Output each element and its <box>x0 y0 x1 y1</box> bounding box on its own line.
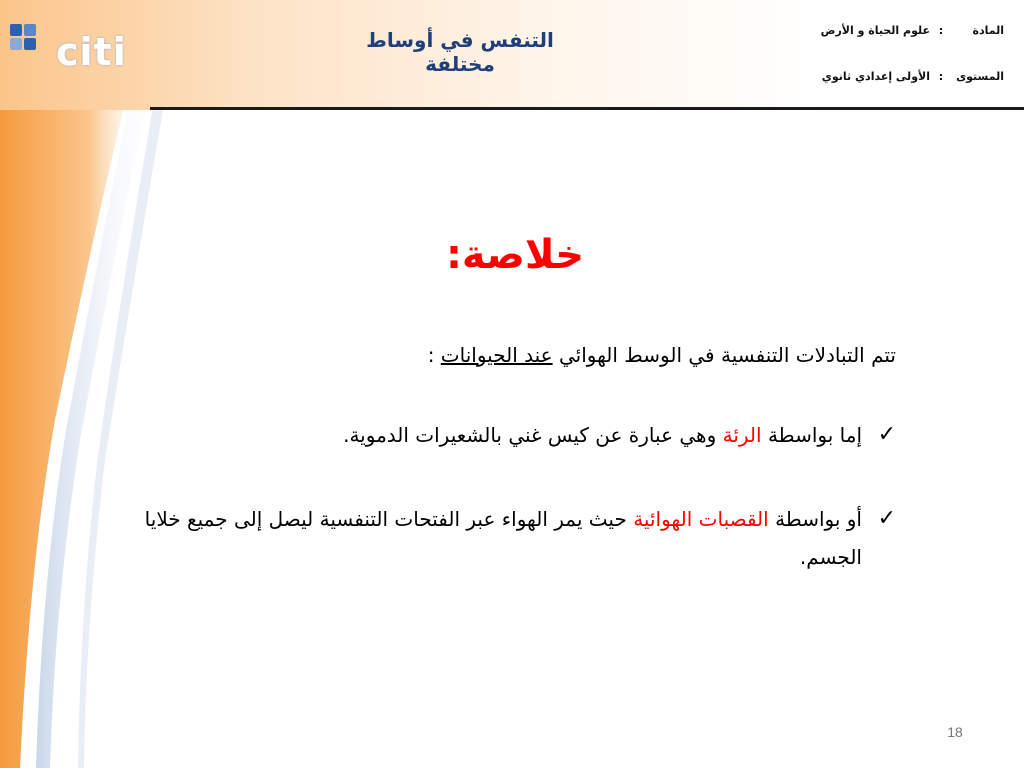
intro-underlined: عند الحيوانات <box>440 343 553 367</box>
bullet-lung <box>116 416 896 454</box>
intro-sentence <box>116 336 896 374</box>
bullet-text-before: أو بواسطة <box>775 507 862 531</box>
meta-key: المادة <box>972 23 1004 37</box>
meta-row-subject <box>764 22 1004 38</box>
bullet-text-after: حيث يمر الهواء عبر الفتحات التنفسية ليصل إلى جميع خلايا الجسم. <box>144 507 862 569</box>
slide-title: التنفس في أوساط مختلفة <box>366 28 554 76</box>
meta-colon: : <box>938 23 944 37</box>
bullet-highlight: القصبات الهوائية <box>633 507 769 531</box>
meta-key: المستوى <box>956 69 1004 83</box>
logo-text: citi <box>56 30 127 74</box>
logo-squares-icon <box>6 18 50 62</box>
intro-colon: : <box>427 343 435 367</box>
bullet-highlight: الرئة <box>722 423 762 447</box>
citi-logo <box>6 18 127 74</box>
page-number: 18 <box>947 724 963 740</box>
left-decoration <box>0 0 200 768</box>
course-meta <box>764 22 1004 114</box>
orange-swoosh-graphic <box>0 0 200 768</box>
checkmark-icon: ✓ <box>877 422 896 447</box>
summary-heading: خلاصة: <box>445 232 585 278</box>
bullet-trachea <box>116 500 896 576</box>
meta-value: الأولى إعدادي ثانوي <box>821 69 930 83</box>
meta-value: علوم الحياة و الأرض <box>820 23 930 37</box>
intro-text: تتم التبادلات التنفسية في الوسط الهوائي <box>558 343 896 367</box>
bullet-text-after: وهي عبارة عن كيس غني بالشعيرات الدموية. <box>343 423 717 447</box>
meta-row-level <box>764 68 1004 84</box>
meta-colon: : <box>938 69 944 83</box>
bullet-text-before: إما بواسطة <box>767 423 862 447</box>
checkmark-icon: ✓ <box>877 506 896 531</box>
